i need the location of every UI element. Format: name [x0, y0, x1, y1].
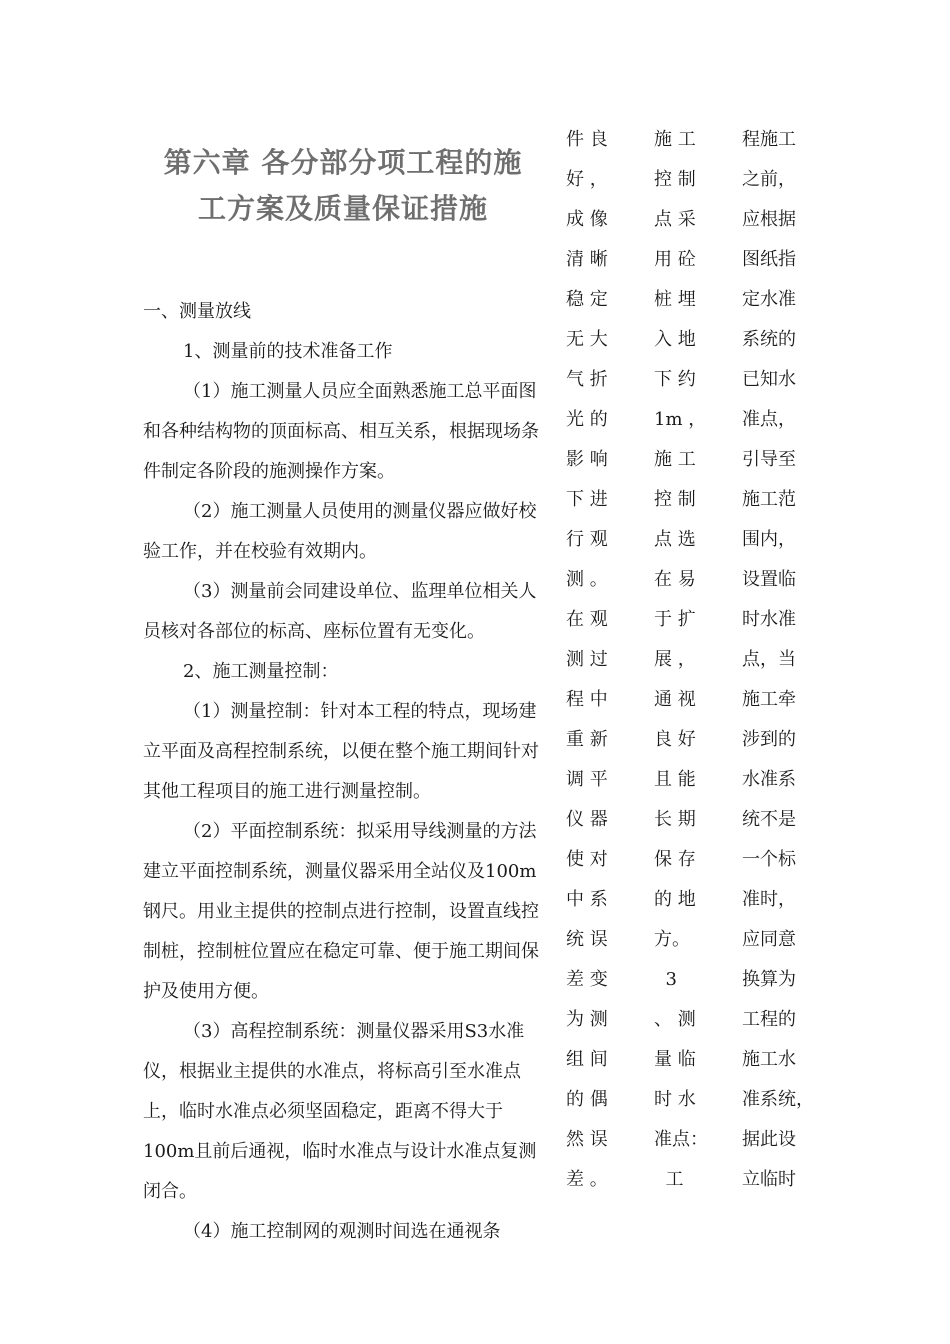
column-text-line: 量 临 — [654, 1049, 696, 1070]
column-text-line: 然 误 — [566, 1129, 608, 1150]
left-column — [143, 140, 543, 1252]
column-text-line: 中 系 — [566, 889, 608, 910]
body-paragraph: （2）平面控制系统：拟采用导线测量的方法建立平面控制系统，测量仪器采用全站仪及100m钢尺。用业主提供的控制点进行控制，设置直线控制桩，控制桩位置应在稳定可靠、便于施工期间保护及使用方便。 — [143, 821, 539, 1002]
column-text-line: 下 进 — [566, 489, 608, 510]
column-text-line: 保 存 — [654, 849, 696, 870]
column-text-line: 设置临 — [742, 569, 796, 590]
column-text-line: 成 像 — [566, 209, 608, 230]
chapter-title — [143, 140, 543, 232]
column-text-line: 测 过 — [566, 649, 608, 670]
column-text-line: 清 晰 — [566, 249, 608, 270]
column-text-line: 图纸指 — [742, 249, 796, 270]
column-text-line: 换算为 — [742, 969, 796, 990]
body-paragraph: （1）测量控制：针对本工程的特点，现场建立平面及高程控制系统，以便在整个施工期间针对其他工程项目的施工进行测量控制。 — [143, 701, 539, 802]
column-text-line: 之前， — [742, 169, 796, 190]
column-text-line: 的 偶 — [566, 1089, 608, 1110]
column-text-line: 在 易 — [654, 569, 696, 590]
column-text-line: 施工牵 — [742, 689, 796, 710]
column-text-line: 测 。 — [566, 569, 608, 590]
column-text-line: 且 能 — [654, 769, 696, 790]
column-text-line: 已知水 — [742, 369, 796, 390]
column-text-line: 工程的 — [742, 1009, 796, 1030]
column-text-line: 调 平 — [566, 769, 608, 790]
body-paragraph: （1）施工测量人员应全面熟悉施工总平面图和各种结构物的顶面标高、相互关系，根据现场条件制定各阶段的施测操作方案。 — [143, 381, 539, 482]
vertical-text-column-3 — [742, 120, 832, 1200]
column-text-line: 好 ， — [566, 169, 608, 190]
column-text-line: 一个标 — [742, 849, 796, 870]
column-text-line: 于 扩 — [654, 609, 696, 630]
column-text-line: 统不是 — [742, 809, 796, 830]
column-text-line: 的 地 — [654, 889, 696, 910]
column-text-line: 良 好 — [654, 729, 696, 750]
column-text-line: 准点： — [654, 1129, 708, 1150]
column-text-line: 无 大 — [566, 329, 608, 350]
column-text-line: 在 观 — [566, 609, 608, 630]
body-paragraph: （4）施工控制网的观测时间选在通视条 — [183, 1221, 501, 1242]
column-text-line: 重 新 — [566, 729, 608, 750]
column-text-line: 程施工 — [742, 129, 796, 150]
column-text-line: 控 制 — [654, 489, 696, 510]
column-text-line: 为 测 — [566, 1009, 608, 1030]
column-text-line: 施工水 — [742, 1049, 796, 1070]
column-text-line: 施工范 — [742, 489, 796, 510]
body-paragraph: （3）高程控制系统：测量仪器采用S3水准仪，根据业主提供的水准点，将标高引至水准点上，临时水准点必须坚固稳定，距离不得大于100m且前后通视，临时水准点与设计水准点复测闭合。 — [143, 1021, 537, 1202]
column-text-line: 准点， — [742, 409, 796, 430]
column-text-line: 施 工 — [654, 129, 696, 150]
column-text-line: 1m ， — [654, 409, 707, 430]
column-text-line: 、 测 — [654, 1009, 696, 1030]
left-body — [143, 292, 543, 1252]
column-text-line: 行 观 — [566, 529, 608, 550]
column-text-line: 引导至 — [742, 449, 796, 470]
column-text-line: 点 采 — [654, 209, 696, 230]
column-text-line: 光 的 — [566, 409, 608, 430]
column-text-line: 水准系 — [742, 769, 796, 790]
column-text-line: 据此设 — [742, 1129, 796, 1150]
column-text-line: 3 — [654, 969, 677, 990]
column-text-line: 程 中 — [566, 689, 608, 710]
column-text-line: 组 间 — [566, 1049, 608, 1070]
column-text-line: 通 视 — [654, 689, 696, 710]
section-heading: 一、测量放线 — [143, 301, 251, 322]
column-text-line: 定水准 — [742, 289, 796, 310]
column-text-line: 准时， — [742, 889, 796, 910]
column-text-line: 稳 定 — [566, 289, 608, 310]
chapter-title-line-1: 第六章 各分部分项工程的施 — [163, 146, 523, 179]
vertical-text-column-2 — [654, 120, 734, 1200]
column-text-line: 施 工 — [654, 449, 696, 470]
column-text-line: 仪 器 — [566, 809, 608, 830]
column-text-line: 工 — [654, 1169, 684, 1190]
column-text-line: 准系统， — [742, 1089, 814, 1110]
column-text-line: 统 误 — [566, 929, 608, 950]
column-text-line: 差 。 — [566, 1169, 608, 1190]
column-text-line: 点 选 — [654, 529, 696, 550]
column-text-line: 使 对 — [566, 849, 608, 870]
column-text-line: 涉到的 — [742, 729, 796, 750]
column-text-line: 展 ， — [654, 649, 696, 670]
column-text-line: 时水准 — [742, 609, 796, 630]
column-text-line: 下 约 — [654, 369, 696, 390]
subsection-heading: 2、施工测量控制： — [183, 661, 339, 682]
body-paragraph: （2）施工测量人员使用的测量仪器应做好校验工作，并在校验有效期内。 — [143, 501, 537, 562]
column-text-line: 系统的 — [742, 329, 796, 350]
column-text-line: 差 变 — [566, 969, 608, 990]
vertical-text-column-1 — [566, 120, 636, 1200]
column-text-line: 用 砼 — [654, 249, 696, 270]
column-text-line: 方。 — [654, 929, 690, 950]
column-text-line: 控 制 — [654, 169, 696, 190]
column-text-line: 桩 埋 — [654, 289, 696, 310]
column-text-line: 立临时 — [742, 1169, 796, 1190]
body-paragraph: （3）测量前会同建设单位、监理单位相关人员核对各部位的标高、座标位置有无变化。 — [143, 581, 537, 642]
column-text-line: 件 良 — [566, 129, 608, 150]
column-text-line: 影 响 — [566, 449, 608, 470]
column-text-line: 围内， — [742, 529, 796, 550]
column-text-line: 应同意 — [742, 929, 796, 950]
column-text-line: 点，当 — [742, 649, 796, 670]
subsection-heading: 1、测量前的技术准备工作 — [183, 341, 393, 362]
column-text-line: 入 地 — [654, 329, 696, 350]
column-text-line: 气 折 — [566, 369, 608, 390]
column-text-line: 时 水 — [654, 1089, 696, 1110]
column-text-line: 长 期 — [654, 809, 696, 830]
column-text-line: 应根据 — [742, 209, 796, 230]
chapter-title-line-2: 工方案及质量保证措施 — [197, 192, 488, 225]
